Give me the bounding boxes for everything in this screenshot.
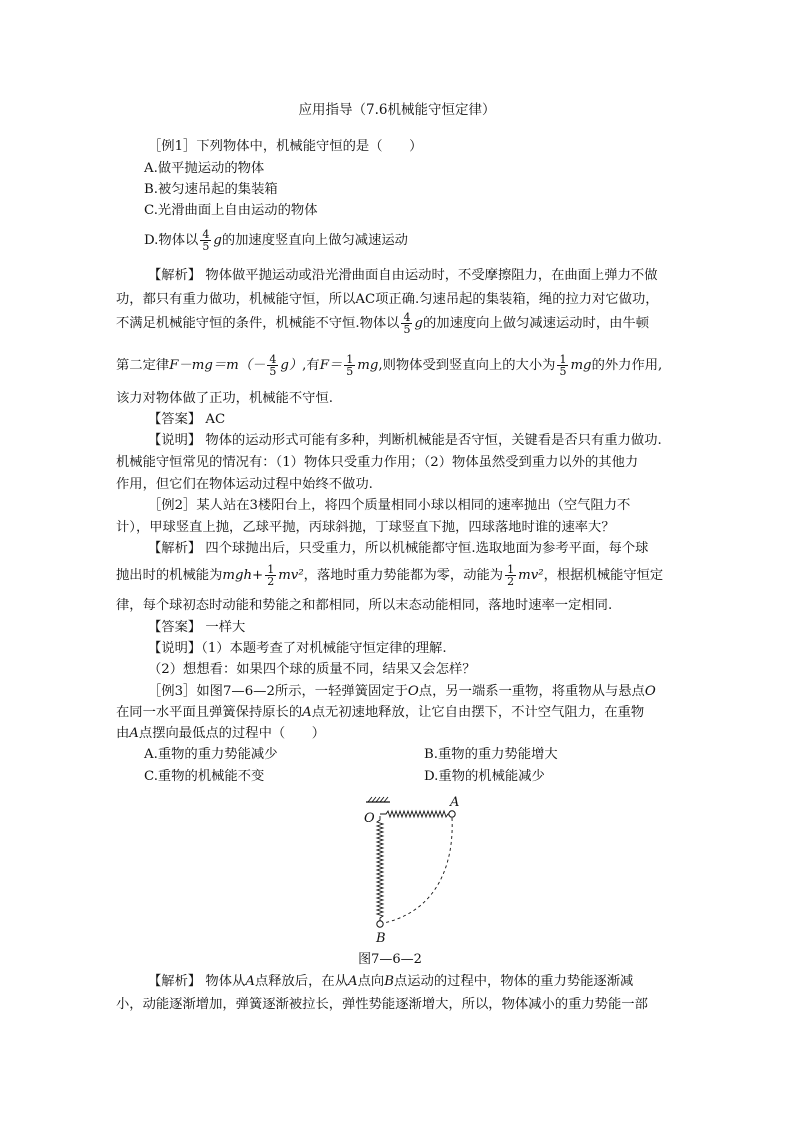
ex3-question-line2: 在同一水平面且弹簧保持原长的A点无初速地释放，让它自由摆下，不计空气阻力，在重物 [116,705,645,720]
option-d-suffix: 的加速度竖直向上做匀减速运动 [221,233,408,248]
fraction-one-half: $\frac{1}{2}$ [267,563,275,588]
label-b: B [376,931,386,946]
mass-at-a [449,811,455,817]
ex1-analysis-line5: 该力对物体做了正功，机械能不守恒. [116,391,333,406]
ex1-note-line1: 【说明】 物体的运动形式可能有多种，判断机械能是否守恒，关键看是否只有重力做功. [148,433,662,448]
horizontal-spring [380,811,449,817]
ex2-note-line2: （2）想想看：如果四个球的质量不同，结果又会怎样？ [148,662,476,677]
swing-trajectory [384,818,452,923]
ex2-analysis-line2: 抛出时的机械能为mgh+ $\frac{1}{2}$ mv²，落地时重力势能都为零，动能为 $\frac{1}{2}$ mv²，根据机械能守恒定 [116,563,664,588]
ex3-analysis-line1: 【解析】 物体从A点释放后，在从A点向B点运动的过程中，物体的重力势能逐渐减 [148,974,634,989]
fraction-four-fifths: $\frac{4}{5}$ [269,353,277,378]
ex1-option-c: C.光滑曲面上自由运动的物体 [144,203,318,218]
figure-spring-pendulum [350,790,480,950]
ex2-analysis-line1: 【解析】 四个球抛出后，只受重力，所以机械能都守恒.选取地面为参考平面，每个球 [148,541,649,556]
ex2-question-line2: 计），甲球竖直上抛，乙球平抛，丙球斜抛，丁球竖直下抛，四球落地时谁的速率大？ [116,520,615,535]
ex1-option-a: A.做平抛运动的物体 [144,161,265,176]
ex3-question-line3: 由A点摆向最低点的过程中（ ） [116,726,326,741]
fraction-one-half: $\frac{1}{2}$ [507,563,515,588]
ex1-note-line2: 机械能守恒常见的情况有：（1）物体只受重力作用；（2）物体虽然受到重力以外的其他力 [116,455,639,470]
ex3-option-d: D.重物的机械能减少 [424,769,545,784]
ex2-analysis-line3: 律，每个球初态时动能和势能之和都相同，所以末态动能相同，落地时速率一定相同. [116,598,613,613]
ex3-analysis-line2: 小，动能逐渐增加，弹簧逐渐被拉长，弹性势能逐渐增大，所以，物体减小的重力势能一部 [116,997,648,1012]
ex2-answer: 【答案】 一样大 [148,620,246,635]
option-d-prefix: D.物体以 [144,233,199,248]
ex1-note-line3: 作用，但它们在物体运动过程中始终不做功. [116,477,373,492]
fraction-four-fifths: $\frac{4}{5}$ [403,311,411,336]
label-o: O [364,811,375,826]
fraction-one-fifth: $\frac{1}{5}$ [346,353,354,378]
vertical-spring [377,816,383,921]
ex1-option-b: B.被匀速吊起的集装箱 [144,182,278,197]
ex3-question-line1: ［例3］如图7—6—2所示，一轻弹簧固定于O点，另一端系一重物，将重物从与悬点O [148,684,656,699]
ex1-answer: 【答案】 AC [148,412,226,427]
figure-caption: 图7—6—2 [358,952,422,967]
ex1-option-d: D.物体以 $\frac{4}{5}$ g的加速度竖直向上做匀减速运动 [144,228,408,253]
page-title: 应用指导（7.6机械能守恒定律） [298,102,496,118]
ex1-analysis-line4: 第二定律F－mg＝m（－ $\frac{4}{5}$ g）,有F＝ $\frac{1}{5}$ mg,则物体受到竖直向上的大小为 $\frac{1}{5}$ mg的外力作用, [116,353,663,378]
ex1-analysis-line2: 功，都只有重力做功，机械能守恒，所以AC项正确.匀速吊起的集装箱，绳的拉力对它做功， [116,292,659,307]
ceiling-hatch [368,797,388,802]
ex2-question-line1: ［例2］某人站在3楼阳台上，将四个质量相同小球以相同的速率抛出（空气阻力不 [148,498,631,513]
label-a: A [450,795,460,810]
fraction-one-fifth: $\frac{1}{5}$ [559,353,567,378]
ex3-option-a: A.重物的重力势能减少 [144,747,278,762]
ex3-option-c: C.重物的机械能不变 [144,769,265,784]
ex1-question: ［例1］下列物体中，机械能守恒的是（ ） [148,139,423,154]
ex1-analysis-line3: 不满足机械能守恒的条件，机械能不守恒.物体以 $\frac{4}{5}$ g的加速度向上做匀减速运动时，由牛顿 [116,311,650,336]
ex2-note-line1: 【说明】（1）本题考查了对机械能守恒定律的理解. [148,641,447,656]
ex3-option-b: B.重物的重力势能增大 [424,747,558,762]
ex1-analysis-line1: 【解析】 物体做平抛运动或沿光滑曲面自由运动时，不受摩擦阻力，在曲面上弹力不做 [148,268,658,283]
fraction-four-fifths: $\frac{4}{5}$ [202,228,210,253]
mass-at-b [377,921,383,927]
